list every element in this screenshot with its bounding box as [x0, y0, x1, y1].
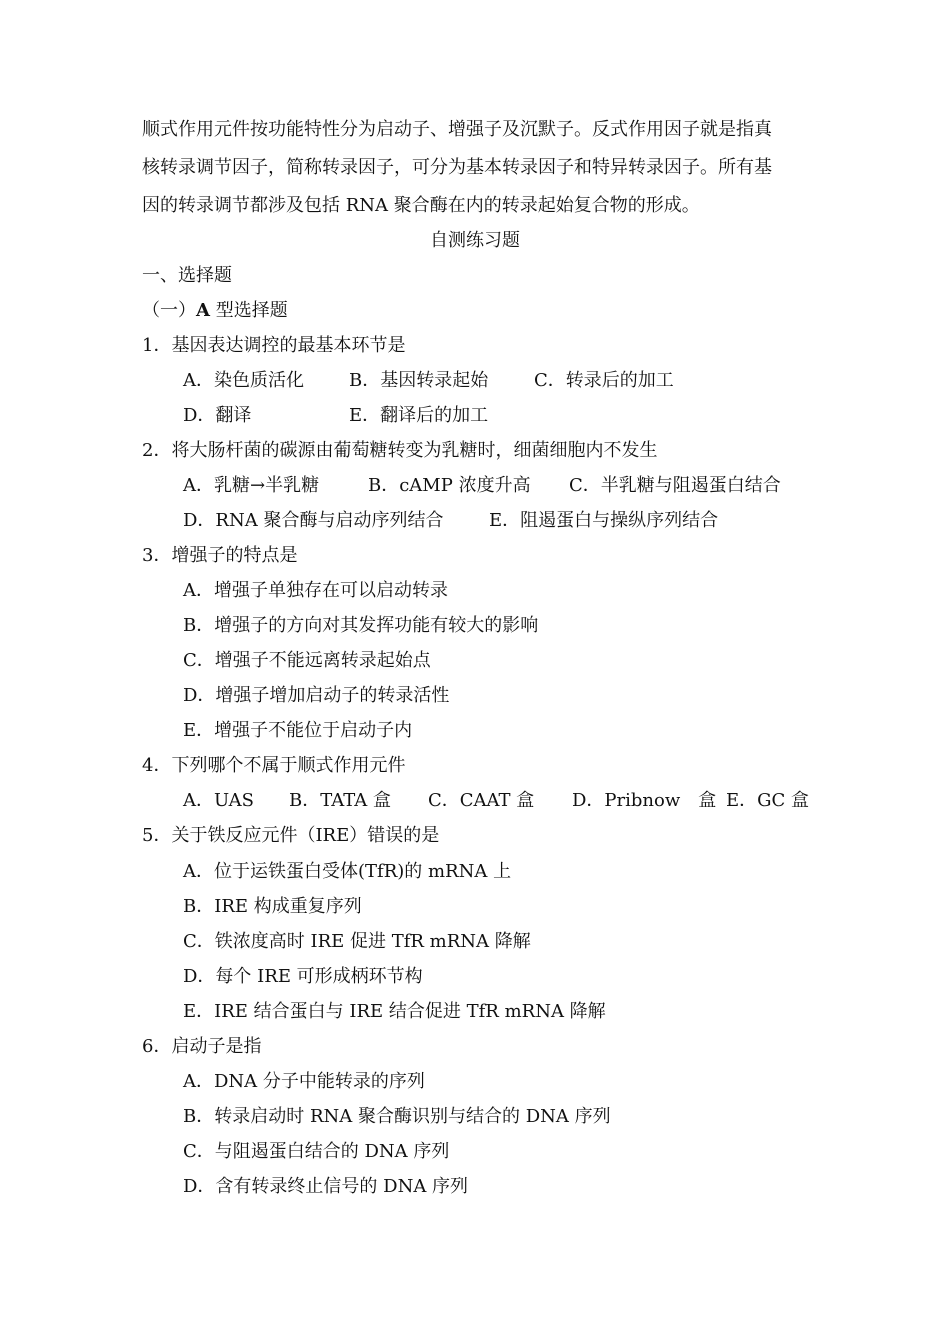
question-stem-6: 6．启动子是指 — [142, 1036, 262, 1057]
part-heading: 一、选择题 — [142, 265, 232, 286]
q3-option-c: C．增强子不能远离转录起始点 — [183, 650, 431, 671]
q3-option-b: B．增强子的方向对其发挥功能有较大的影响 — [183, 615, 539, 636]
q2-option-e: E．阻遏蛋白与操纵序列结合 — [489, 510, 719, 531]
q1-option-a: A．染色质活化 — [183, 370, 304, 391]
q6-option-b: B．转录启动时 RNA 聚合酶识别与结合的 DNA 序列 — [183, 1106, 611, 1127]
subpart-heading — [142, 300, 288, 322]
q3-option-a: A．增强子单独存在可以启动转录 — [183, 580, 448, 601]
q4-option-e: E．GC 盒 — [726, 790, 810, 811]
intro-line-1: 顺式作用元件按功能特性分为启动子、增强子及沉默子。反式作用因子就是指真 — [142, 119, 772, 140]
q2-option-a: A．乳糖→半乳糖 — [183, 475, 320, 496]
question-stem-4: 4．下列哪个不属于顺式作用元件 — [142, 755, 406, 776]
question-stem-3: 3．增强子的特点是 — [142, 545, 298, 566]
subpart-heading-suffix: 型选择题 — [209, 300, 288, 321]
q6-option-d: D．含有转录终止信号的 DNA 序列 — [183, 1176, 469, 1197]
q2-option-d: D．RNA 聚合酶与启动序列结合 — [183, 510, 444, 531]
q6-option-c: C．与阻遏蛋白结合的 DNA 序列 — [183, 1141, 450, 1162]
question-stem-2: 2．将大肠杆菌的碳源由葡萄糖转变为乳糖时，细菌细胞内不发生 — [142, 440, 658, 461]
q3-option-d: D．增强子增加启动子的转录活性 — [183, 685, 450, 706]
q5-option-c: C．铁浓度高时 IRE 促进 TfR mRNA 降解 — [183, 931, 531, 952]
q5-option-a: A．位于运铁蛋白受体(TfR)的 mRNA 上 — [183, 861, 512, 882]
q5-option-e: E．IRE 结合蛋白与 IRE 结合促进 TfR mRNA 降解 — [183, 1001, 606, 1022]
q4-option-d: D．Pribnow 盒 — [572, 790, 717, 811]
subpart-heading-prefix: （一） — [142, 300, 196, 321]
intro-line-3: 因的转录调节都涉及包括 RNA 聚合酶在内的转录起始复合物的形成。 — [142, 195, 700, 216]
subpart-heading-type: A — [196, 300, 210, 321]
question-stem-1: 1．基因表达调控的最基本环节是 — [142, 335, 406, 356]
intro-line-2: 核转录调节因子，简称转录因子，可分为基本转录因子和特异转录因子。所有基 — [142, 157, 772, 178]
q4-option-b: B．TATA 盒 — [289, 790, 392, 811]
q1-option-d: D．翻译 — [183, 405, 252, 426]
q2-option-c: C．半乳糖与阻遏蛋白结合 — [569, 475, 781, 496]
section-title: 自测练习题 — [430, 230, 520, 251]
q6-option-a: A．DNA 分子中能转录的序列 — [183, 1071, 425, 1092]
q1-option-e: E．翻译后的加工 — [349, 405, 489, 426]
q1-option-c: C．转录后的加工 — [534, 370, 674, 391]
question-stem-5: 5．关于铁反应元件（IRE）错误的是 — [142, 825, 440, 846]
q5-option-b: B．IRE 构成重复序列 — [183, 896, 362, 917]
q2-option-b: B．cAMP 浓度升高 — [368, 475, 531, 496]
q4-option-a: A．UAS — [183, 790, 254, 811]
q5-option-d: D．每个 IRE 可形成柄环节构 — [183, 966, 423, 987]
q1-option-b: B．基因转录起始 — [349, 370, 489, 391]
q3-option-e: E．增强子不能位于启动子内 — [183, 720, 413, 741]
q4-option-c: C．CAAT 盒 — [428, 790, 535, 811]
